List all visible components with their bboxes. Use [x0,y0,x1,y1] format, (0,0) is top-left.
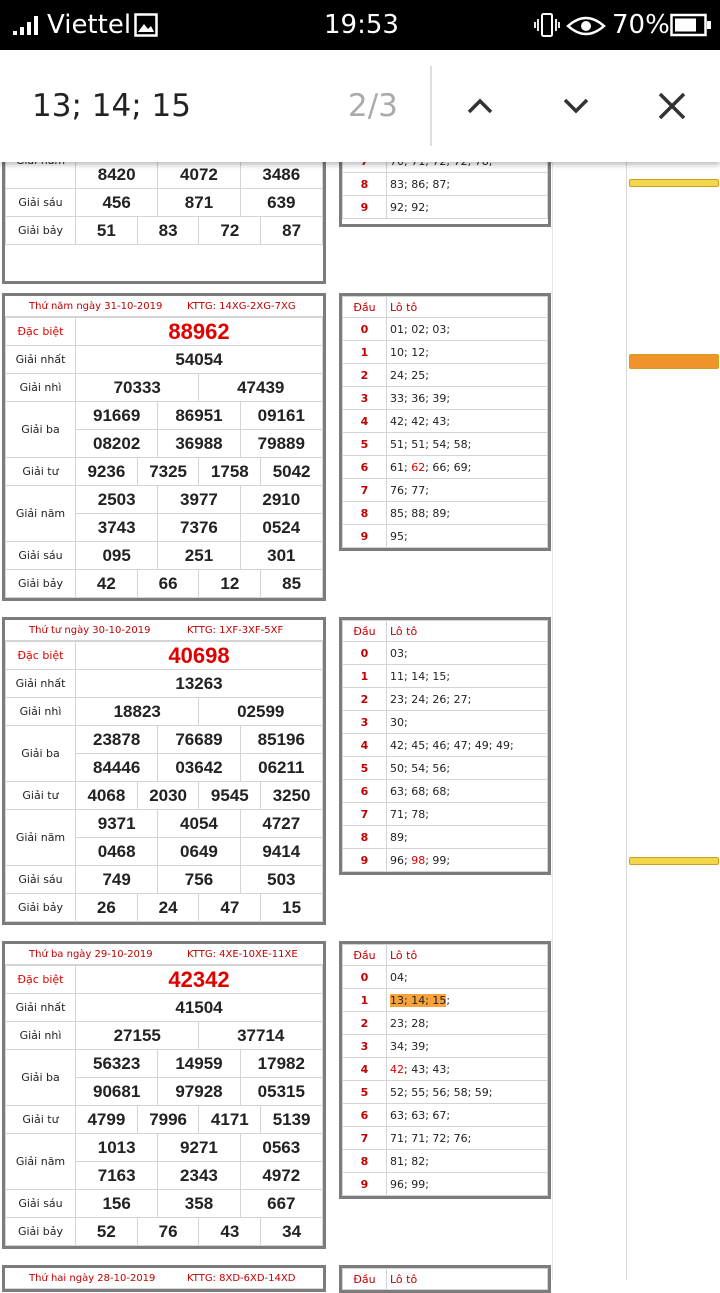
loto-cell [387,433,548,456]
loto-number: 61; [390,460,412,474]
prize-cell: 4054 [158,810,240,838]
prize-cell: 15 [261,894,323,922]
draw-date: Thứ hai ngày 28-10-2019 [29,1273,156,1284]
prize-cell: 0524 [240,514,322,542]
row-label: Giải ba [6,726,76,782]
prize-cell: 095 [76,542,158,570]
dau-cell: 2 [343,364,387,387]
close-find-button[interactable] [647,80,697,132]
dau-cell: 4 [343,734,387,757]
row-label: Giải nhất [6,670,76,698]
prize-cell: 456 [76,189,158,217]
loto-table [339,1265,551,1293]
loto-cell [387,1104,548,1127]
row-label: Giải năm [6,486,76,542]
loto-cell [387,734,548,757]
prize-cell: 1758 [199,458,261,486]
special-prize: 88962 [76,318,323,346]
prize-cell: 02599 [199,698,323,726]
loto-cell [387,479,548,502]
draw-code: KTTG: 14XG-2XG-7XG [187,301,296,312]
dau-header: Đầu [343,1269,387,1290]
prize-cell: 85196 [240,726,322,754]
loto-cell [387,989,548,1012]
prize-cell: 43 [199,1218,261,1246]
row-label: Giải tư [6,458,76,486]
prize-cell: 24 [137,894,199,922]
row-label: Giải bảy [6,894,76,922]
loto-cell [387,849,548,872]
row-label: Giải bảy [6,217,76,245]
dau-cell: 2 [343,688,387,711]
prize-cell: 0649 [158,838,240,866]
prize-cell: 4799 [76,1106,138,1134]
row-label: Đặc biệt [6,318,76,346]
carrier-label: Viettel [47,10,132,40]
find-scroll-track[interactable] [626,162,720,1280]
prize-cell: 37714 [199,1022,323,1050]
dau-cell: 0 [343,966,387,989]
loto-number: 51; 51; 54; 58; [390,437,472,451]
prize-cell: 34 [261,1218,323,1246]
dau-cell: 8 [343,502,387,525]
draw-code: KTTG: 4XE-10XE-11XE [187,949,298,960]
loto-number: 76; 77; [390,483,429,497]
loto-number: 63; 68; 68; [390,784,451,798]
prize-cell: 17982 [240,1050,322,1078]
dau-cell: 7 [343,1127,387,1150]
prize-cell: 09161 [240,402,322,430]
loto-number: 85; 88; 89; [390,506,451,520]
prize-cell: 2030 [137,782,199,810]
match-counter: 2/3 [348,88,398,124]
loto-cell: 83; 86; 87; [387,173,548,196]
loto-number: ; [446,993,451,1007]
row-label: Giải ba [6,402,76,458]
loto-number: ; 43; 43; [404,1062,451,1076]
dau-cell: 6 [343,780,387,803]
dau-cell: 8 [343,173,387,196]
row-label: Giải bảy [6,1218,76,1246]
row-label: Giải bảy [6,570,76,598]
previous-match-button[interactable] [455,80,505,132]
prize-cell: 03642 [158,754,240,782]
loto-cell [387,688,548,711]
prize-cell: 358 [158,1190,240,1218]
prize-cell: 52 [76,1218,138,1246]
prize-cell: 97928 [158,1078,240,1106]
battery-percent: 70% [612,10,670,40]
row-label: Đặc biệt [6,966,76,994]
prize-cell: 54054 [76,346,323,374]
results-table [2,293,326,601]
prize-cell: 9371 [76,810,158,838]
loto-number: 04; [390,970,408,984]
prize-cell: 5139 [261,1106,323,1134]
prize-cell: 86951 [158,402,240,430]
results-header [5,1268,323,1289]
match-marker[interactable] [629,354,719,369]
loto-cell [387,341,548,364]
results-table [2,1265,326,1292]
prize-cell: 3743 [76,514,158,542]
loto-number: 96; [390,853,412,867]
dau-cell: 4 [343,410,387,433]
prize-cell: 3486 [240,161,322,189]
loto-number: 81; 82; [390,1154,429,1168]
dau-cell: 9 [343,525,387,548]
prize-cell: 83 [137,217,199,245]
dau-cell: 3 [343,711,387,734]
row-label: Giải nhì [6,1022,76,1050]
prize-cell: 8420 [76,161,158,189]
dau-cell: 7 [343,803,387,826]
prize-cell: 14959 [158,1050,240,1078]
results-header [5,296,323,317]
loto-number: 71; 71; 72; 76; [390,1131,472,1145]
row-label: Giải nhất [6,346,76,374]
draw-date: Thứ ba ngày 29-10-2019 [29,949,153,960]
loto-cell [387,502,548,525]
loto-cell [387,1035,548,1058]
dau-cell: 1 [343,341,387,364]
row-label: Giải tư [6,1106,76,1134]
dau-cell: 3 [343,1035,387,1058]
prize-cell: 13263 [76,670,323,698]
dau-cell: 3 [343,387,387,410]
dau-cell: 0 [343,318,387,341]
loto-header: Lô tô [387,621,548,642]
prize-cell: 7996 [137,1106,199,1134]
prize-cell: 51 [76,217,138,245]
dau-cell: 1 [343,989,387,1012]
results-header [5,944,323,965]
vibrate-icon [534,12,560,38]
prize-cell: 156 [76,1190,158,1218]
loto-cell: 92; 92; [387,196,548,219]
loto-cell [387,1012,548,1035]
results-header [5,620,323,641]
loto-number: 63; 63; 67; [390,1108,451,1122]
prize-cell: 7163 [76,1162,158,1190]
search-highlight: 13; 14; 15 [390,993,447,1007]
match-marker[interactable] [629,179,719,187]
prize-cell: 87 [261,217,323,245]
loto-cell [387,711,548,734]
prize-cell: 9545 [199,782,261,810]
dau-cell: 9 [343,196,387,219]
prize-cell: 7325 [137,458,199,486]
prize-cell: 301 [240,542,322,570]
loto-cell [387,410,548,433]
loto-number: 34; 39; [390,1039,429,1053]
dau-header: Đầu [343,621,387,642]
prize-cell: 05315 [240,1078,322,1106]
prize-cell: 27155 [76,1022,199,1050]
loto-cell [387,456,548,479]
dau-cell: 5 [343,1081,387,1104]
row-label: Giải nhất [6,994,76,1022]
draw-date: Thứ tư ngày 30-10-2019 [29,625,151,636]
loto-number: 95; [390,529,408,543]
dau-cell: 7 [343,479,387,502]
dau-cell: 8 [343,1150,387,1173]
prize-cell: 56323 [76,1050,158,1078]
results-table [2,617,326,925]
loto-cell [387,364,548,387]
loto-number: ; 66; 69; [425,460,472,474]
dau-cell: 5 [343,757,387,780]
prize-cell: 639 [240,189,322,217]
prize-cell: 42 [76,570,138,598]
loto-number: 98 [411,853,426,867]
status-bar [0,0,720,50]
loto-table [339,941,551,1199]
prize-cell: 2343 [158,1162,240,1190]
dau-cell: 9 [343,849,387,872]
dau-cell: 8 [343,826,387,849]
row-label: Giải nhì [6,698,76,726]
prize-cell: 79889 [240,430,322,458]
prize-cell: 4068 [76,782,138,810]
dau-cell: 4 [343,1058,387,1081]
loto-number: 42; 45; 46; 47; 49; 49; [390,738,514,752]
prize-cell: 41504 [76,994,323,1022]
row-label: Giải năm [6,1134,76,1190]
column-divider [552,162,553,1280]
dau-cell: 5 [343,433,387,456]
loto-number: 89; [390,830,408,844]
loto-number: 33; 36; 39; [390,391,451,405]
prize-cell: 503 [240,866,322,894]
divider [430,66,432,146]
loto-header: Lô tô [387,297,548,318]
prize-cell: 749 [76,866,158,894]
find-in-page-bar [0,50,720,162]
dau-cell: 9 [343,1173,387,1196]
loto-cell [387,387,548,410]
loto-cell [387,1081,548,1104]
dau-cell: 0 [343,642,387,665]
loto-number: 50; 54; 56; [390,761,451,775]
loto-cell [387,665,548,688]
page-content[interactable] [0,162,720,1286]
dau-cell: 1 [343,665,387,688]
loto-number: 71; 78; [390,807,429,821]
loto-cell [387,803,548,826]
prize-cell: 7376 [158,514,240,542]
loto-header: Lô tô [387,1269,548,1290]
prize-cell: 4972 [240,1162,322,1190]
image-icon [134,13,158,37]
loto-number: 96; 99; [390,1177,429,1191]
prize-cell: 9271 [158,1134,240,1162]
prize-cell: 4727 [240,810,322,838]
row-label: Đặc biệt [6,642,76,670]
prize-cell: 66 [137,570,199,598]
next-match-button[interactable] [551,80,601,132]
prize-cell: 4072 [158,161,240,189]
loto-number: 42; 42; 43; [390,414,451,428]
draw-code: KTTG: 8XD-6XD-14XD [187,1273,296,1284]
prize-cell: 2503 [76,486,158,514]
loto-number: 01; 02; 03; [390,322,451,336]
draw-date: Thứ năm ngày 31-10-2019 [29,301,163,312]
chevron-up-icon [465,96,495,116]
prize-cell: 18823 [76,698,199,726]
loto-number: 42 [390,1062,404,1076]
prize-cell: 23878 [76,726,158,754]
prize-cell: 70333 [76,374,199,402]
dau-cell: 2 [343,1012,387,1035]
prize-cell: 3977 [158,486,240,514]
prize-cell: 90681 [76,1078,158,1106]
row-label: Giải sáu [6,866,76,894]
loto-table [339,293,551,551]
dau-header: Đầu [343,945,387,966]
loto-cell [387,1150,548,1173]
row-label: Giải năm [6,810,76,866]
signal-icon [12,14,44,36]
loto-cell [387,757,548,780]
battery-icon [670,13,712,37]
loto-number: 24; 25; [390,368,429,382]
find-query-input[interactable]: 13; 14; 15 [32,88,191,124]
loto-number: 11; 14; 15; [390,669,451,683]
prize-cell: 3250 [261,782,323,810]
dau-cell: 6 [343,1104,387,1127]
prize-cell: 2910 [240,486,322,514]
prize-cell: 0468 [76,838,158,866]
loto-number: 52; 55; 56; 58; 59; [390,1085,493,1099]
prize-cell: 26 [76,894,138,922]
special-prize: 42342 [76,966,323,994]
loto-table [339,617,551,875]
loto-cell [387,1058,548,1081]
loto-number: 23; 28; [390,1016,429,1030]
row-label: Giải tư [6,782,76,810]
loto-header: Lô tô [387,945,548,966]
prize-cell: 85 [261,570,323,598]
clock: 19:53 [324,10,399,40]
loto-cell [387,318,548,341]
loto-number: 10; 12; [390,345,429,359]
prize-cell: 5042 [261,458,323,486]
prize-cell: 1013 [76,1134,158,1162]
loto-number: 23; 24; 26; 27; [390,692,472,706]
row-label: Giải nhì [6,374,76,402]
close-icon [657,91,687,121]
prize-cell: 47 [199,894,261,922]
row-label: Giải ba [6,1050,76,1106]
prize-cell: 12 [199,570,261,598]
prize-cell: 871 [158,189,240,217]
prize-cell: 47439 [199,374,323,402]
prize-cell: 76 [137,1218,199,1246]
match-marker[interactable] [629,857,719,865]
loto-number: ; 99; [425,853,451,867]
prize-cell: 36988 [158,430,240,458]
prize-cell: 08202 [76,430,158,458]
results-table [2,941,326,1249]
draw-code: KTTG: 1XF-3XF-5XF [187,625,284,636]
loto-cell [387,642,548,665]
loto-number: 03; [390,646,408,660]
prize-cell: 76689 [158,726,240,754]
prize-cell: 9414 [240,838,322,866]
row-label: Giải sáu [6,1190,76,1218]
prize-cell: 72 [199,217,261,245]
dau-cell: 6 [343,456,387,479]
loto-cell [387,1173,548,1196]
dau-header: Đầu [343,297,387,318]
chevron-down-icon [561,96,591,116]
prize-cell: 667 [240,1190,322,1218]
loto-number: 30; [390,715,408,729]
prize-cell: 9236 [76,458,138,486]
prize-cell: 91669 [76,402,158,430]
loto-number: 62 [411,460,426,474]
prize-cell: 0563 [240,1134,322,1162]
special-prize: 40698 [76,642,323,670]
prize-cell: 84446 [76,754,158,782]
prize-cell: 4171 [199,1106,261,1134]
loto-cell [387,826,548,849]
eye-icon [566,14,606,38]
row-label: Giải sáu [6,189,76,217]
prize-cell: 756 [158,866,240,894]
loto-cell [387,966,548,989]
loto-cell [387,780,548,803]
prize-cell: 06211 [240,754,322,782]
row-label: Giải sáu [6,542,76,570]
loto-cell [387,1127,548,1150]
loto-cell [387,525,548,548]
prize-cell: 251 [158,542,240,570]
